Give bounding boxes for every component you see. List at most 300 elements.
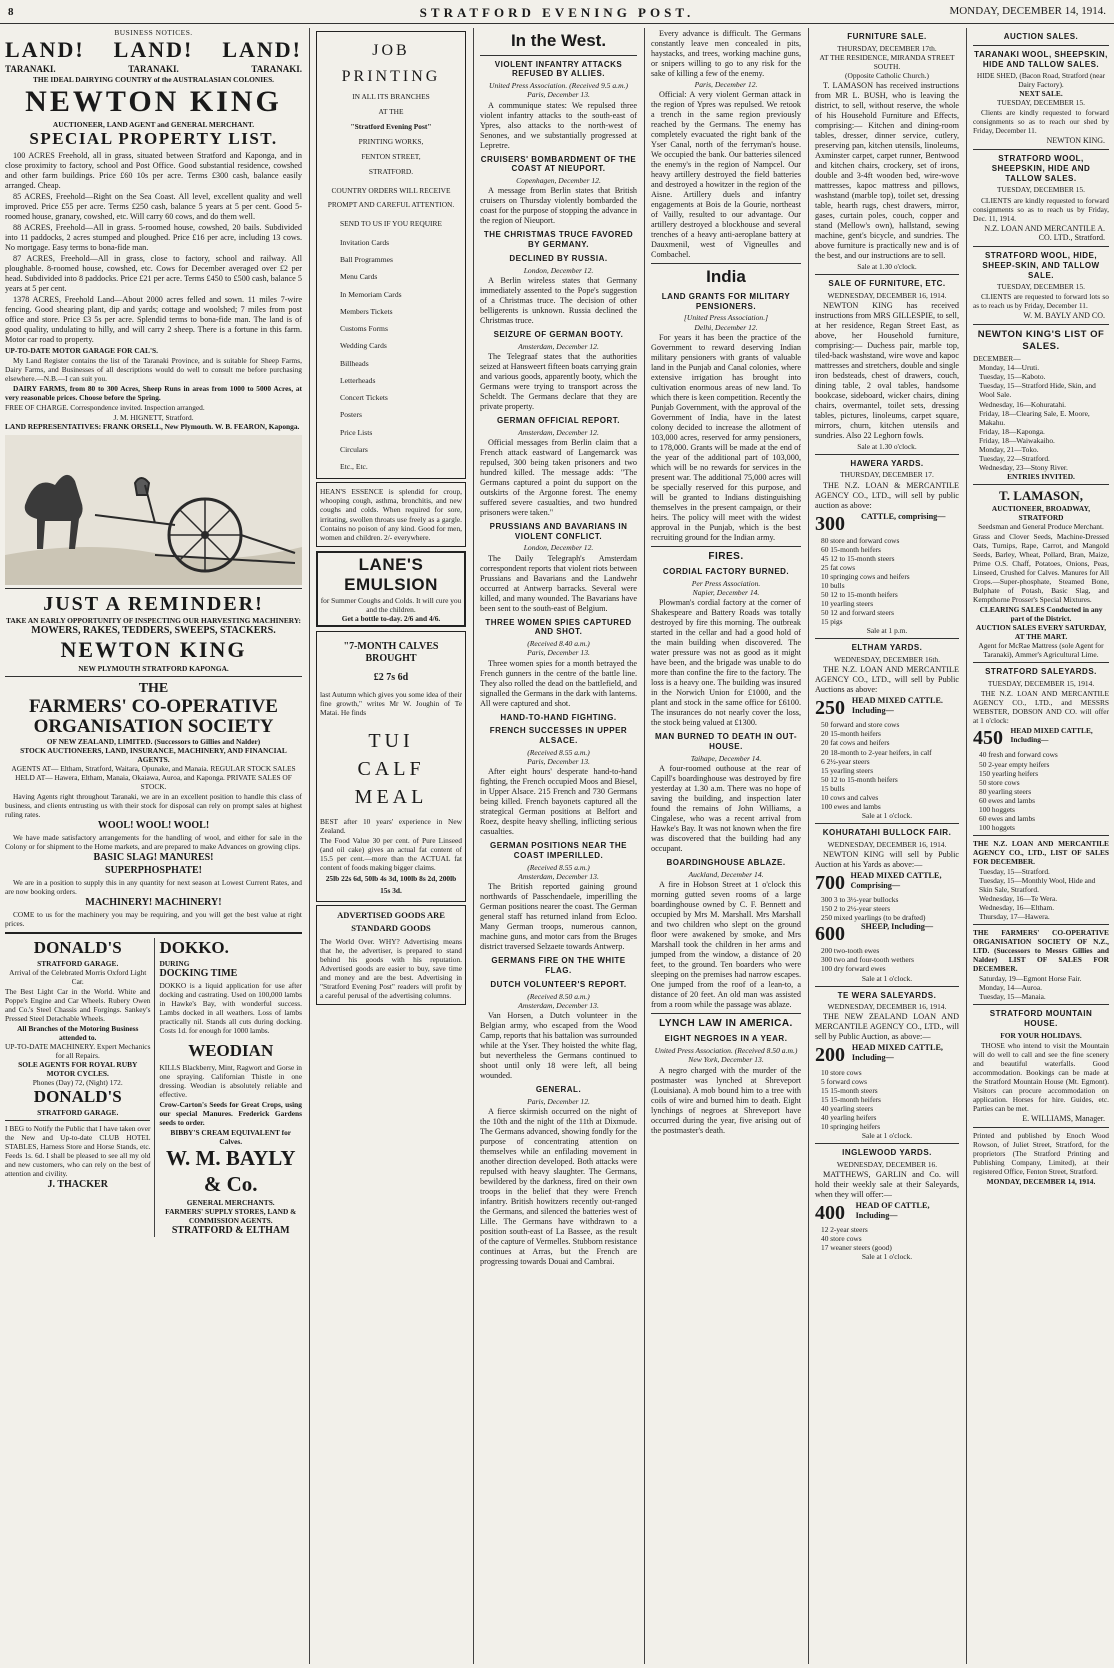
lamason-agent: Agent for McRae Mattress (sole Agent for Taranaki), Ammer's Agricultural Lime. xyxy=(978,641,1104,660)
signature: NEWTON KING. xyxy=(1046,136,1105,146)
sale-date: TUESDAY, DECEMBER 15. xyxy=(997,282,1085,292)
property-listing: 87 ACRES, Freehold—All in grass, close to factory, school and railway. All ploughable. 8-roomed house, cowshed, etc. Cows for December averaged over £2 per head. Subdivided into 8 paddocks. Price £21 per acre. Terms £450 to £500 cash, balance 5 years at 5 per cent. xyxy=(5,254,302,294)
lot-count xyxy=(815,922,959,946)
dateline: United Press Association. (Received 9.5 a.m.) xyxy=(489,81,628,91)
article-body: A communique states: We repulsed three violent infantry attacks to the south-east of Ypres, also attacks to the north-west of Senones, and we substantially progressed at Lepretre. xyxy=(480,100,637,150)
mountain-body: THOSE who intend to visit the Mountain will do well to call and see the fine scenery and beautiful waterfalls. Good accommodation. Bookings can be made at the Stratford Mountain House (Mt. Egmont). Visitors can procure accommodation on application. Horses for hire. Guides, etc. Parties can be met. xyxy=(973,1040,1109,1114)
lamason-title: T. LAMASON, xyxy=(999,487,1083,503)
newton-king-towns: NEW PLYMOUTH STRATFORD KAPONGA. xyxy=(78,663,229,673)
machinery-heading: MACHINERY! MACHINERY! xyxy=(85,896,222,908)
dateline: Amsterdam, December 13. xyxy=(518,872,599,882)
sale-body: THE N.Z. LOAN & MERCANTILE AGENCY CO., LTD., will sell by public auction as above: xyxy=(815,480,959,510)
calves-heading: "7-MONTH CALVES BROUGHT xyxy=(343,641,439,665)
list-item: Friday, 18—Clearing Sale, E. Moore, Makahu. xyxy=(979,408,1090,427)
article-headline: VIOLENT INFANTRY ATTACKS REFUSED BY ALLIES. xyxy=(494,59,623,79)
list-item: In Memoriam Cards xyxy=(340,289,402,299)
lamason-body: Grass and Clover Seeds, Machine-Dressed Oats, Turnips, Rape, Carrot, and Mangold Seeds, Barley, Wheat, Pollard, Bran, Maize, Prime O.S. Chaff, Potatoes, Onions, Peas, Linseed, Crushed for Calves. Manures for All Crops.—Super-phosphate, Steamed Bone, Bulphate of Potash, Basic Slag, and Kempthorne Prosser's Special Mixtures. xyxy=(973,531,1109,604)
article-headline: GERMANS FIRE ON THE WHITE FLAG. xyxy=(491,956,626,976)
sale-heading: FURNITURE SALE. xyxy=(847,32,927,41)
wool-body: We have made satisfactory arrangements for the handling of wool, and either for sale in the Colony or for shipment to the Home markets, and are prepared to make Advances on growing clips. xyxy=(5,833,302,852)
sale-heading: SALE OF FURNITURE, ETC. xyxy=(828,278,946,288)
lot-count xyxy=(815,1043,959,1067)
article-headline: GERMAN OFFICIAL REPORT. xyxy=(497,415,620,425)
article-body: For years it has been the practice of the Government to reward deserving Indian military pensioners with grants of valuable land in the Punjab and Canal colonies, where extensive irrigation has brought into cultivation enormous areas of new land. To which there is keen competition. Recently the Punjab Government, with the approval of the Government of India, have in the latest colony decided to increase the allotment of 103,000 acres, reserved for army pensioners, to 178,000. Grants will be made at the end of the year of the additional part of 103,000, which will be no rewards for services in the present war. The additional 75,000 acres will be specially reserved for this purpose, and will be granted to Indians distinguishing themselves in the present campaign, or their heirs. The policy will meet with the widest approval in the Punjab, which is the best recruiting ground for the Indian army. xyxy=(651,332,801,542)
lanes-price: Get a bottle to-day. 2/6 and 4/6. xyxy=(341,614,441,624)
article-headline: THREE WOMEN SPIES CAPTURED AND SHOT. xyxy=(485,617,632,637)
sale-time: Sale at 1 p.m. xyxy=(866,626,908,636)
lot-list xyxy=(815,536,959,626)
list-item: 10 springing heifers xyxy=(821,1121,881,1131)
list-item: Concert Tickets xyxy=(340,393,388,403)
list-item: Ball Programmes xyxy=(340,255,393,265)
dateline: (Received 8.40 a.m.) xyxy=(527,639,590,649)
lamason-sub-2: Seedsman and General Produce Merchant. xyxy=(978,521,1104,531)
list-item: 10 springing cows and heifers xyxy=(821,572,910,582)
article-body: A Berlin wireless states that Germany immediately assented to the Pope's suggestion of a Christmas truce. The decision of other belligerents is unknown. Russia declined the Christmas truce. xyxy=(480,275,637,325)
lamason-sub: AUCTIONEER, BROADWAY, STRATFORD xyxy=(991,503,1091,522)
list-item: 10 bulls xyxy=(821,581,845,591)
article-body: A message from Berlin states that British cruisers on Thursday violently bombarded the coast for the purpose of stopping the advance in the region of Nieuport. xyxy=(480,186,637,226)
article-headline: CORDIAL FACTORY BURNED. xyxy=(662,567,790,577)
list-item: Etc., Etc. xyxy=(340,462,368,472)
section-label: BUSINESS NOTICES. xyxy=(114,28,193,37)
column-india-fires xyxy=(646,28,806,1664)
imprint-date: MONDAY, DECEMBER 14, 1914. xyxy=(986,1176,1096,1186)
list-item: 20 15-month heifers xyxy=(821,729,881,739)
property-listing: 88 ACRES, Freehold—All in grass. 5-roomed house, cowshed, 20 bails. Subdivided into 11 paddocks, 2 acres stumped and ploughed. Price £16 per acre, including 13 cows. No mortgage. Easy terms to bona-fide man. xyxy=(5,223,302,253)
list-item: Thursday, 17—Hawera. xyxy=(979,912,1050,921)
sale-date: WEDNESDAY, DECEMBER 16. xyxy=(836,1159,938,1169)
lot-number: 450 xyxy=(973,727,1003,750)
stratford-town: STRATFORD. xyxy=(368,167,414,177)
dateline: United Press Association. (Received 8.50 a.m.) xyxy=(654,1046,798,1056)
lot-list xyxy=(815,895,959,922)
lot-list xyxy=(973,750,1109,831)
signature: N.Z. LOAN AND MERCANTILE A. CO. LTD., Stratford. xyxy=(984,223,1105,243)
lot-count xyxy=(815,696,959,720)
signature: E. WILLIAMS, Manager. xyxy=(1022,1114,1105,1124)
dokko-body: DOKKO is a liquid application for use after docking and castrating. Used on 100,000 lambs in Hawke's Bay, with wonderful success. Lambs docked in all weathers. Loss of lambs practically nil. Stands all cuts during docking. Costs 1d. for enough for 1000 lambs. xyxy=(159,981,302,1036)
list-item: Members Tickets xyxy=(340,306,393,316)
list-item: Wednesday, 16—Kohuratahi. xyxy=(979,399,1066,409)
lot-number: 400 xyxy=(815,1201,845,1224)
dateline: Delhi, December 12. xyxy=(694,322,758,332)
dateline: Copenhagen, December 12. xyxy=(516,176,601,186)
article-body: Three women spies for a month betrayed the French gunners in the centre of the battle line. They also rolled the dead on the battlefield, and signalled the Germans in the dark with lanterns. All were captured and shot. xyxy=(480,658,637,708)
tui-word: TUI xyxy=(368,729,414,752)
land-register: My Land Register contains the list of the Taranaki Province, and is suitable for Sheep Farms, Dairy Farms, and Businesses of all descriptions would do well to consult me before purchasing elsewhere.—N.B.—I can suit you. xyxy=(5,356,302,384)
property-listing: 100 ACRES Freehold, all in grass, situated between Stratford and Kaponga, and in close proximity to factory, school and Post Office. Good substantial residence, cowshed and other farm buildings. Price £60 10s per acre. Terms £300 cash, balance easily arranged. Cheap. xyxy=(5,151,302,191)
farmers-society-sub: OF NEW ZEALAND, LIMITED. (Successors to Gillies and Nalder) xyxy=(46,736,261,746)
mowers-line: MOWERS, RAKES, TEDDERS, SWEEPS, STACKERS. xyxy=(31,624,276,636)
list-item: 10 cows and calves xyxy=(821,792,879,802)
adv-body: The World Over. WHY? Advertising means that he, the advertiser, is prepared to stand behind his goods with his reputation. Advertised goods are easier to buy, save time and money and are the best. Advertising in "Stratford Evening Post" readers will profit by a careful perusal of the advertising columns. xyxy=(320,936,462,1001)
land-banner xyxy=(5,37,302,64)
list-item: 100 ewes and lambs xyxy=(821,801,881,811)
printing-word: PRINTING xyxy=(341,67,441,85)
masthead xyxy=(0,0,1114,24)
lanes-sub: for Summer Coughs and Colds. It will cure you and the children. xyxy=(320,596,462,615)
list-item: 10 store cows xyxy=(821,1067,862,1077)
sale-date: WEDNESDAY, DECEMBER 16, 1914. xyxy=(827,839,947,849)
dateline: Paris, December 12. xyxy=(527,1096,590,1106)
list-item: Tuesday, 15—Monthly Wool, Hide and Skin Sale, Stratford. xyxy=(979,875,1096,894)
article-body: Official messages from Berlin claim that a French attack eastward of Langemarck was repulsed, 300 being taken prisoners and two hundred killed. The message adds: "The Germans captured a point du support on the outskirts of the Argonne forest. The enemy suffered severe casualties, and two hundred prisoners were taken." xyxy=(480,437,637,517)
weodian-body: KILLS Blackberry, Mint, Ragwort and Gorse in one spraying. Californian Thistle in one dressing. Weodian is absolutely reliable and effective. xyxy=(159,1063,302,1100)
job-word: JOB xyxy=(372,42,410,59)
sale-heading: NEWTON KING'S LIST OF SALES. xyxy=(977,329,1105,352)
list-item: 100 hoggets xyxy=(979,804,1015,814)
list-item: 15 15-month steers xyxy=(821,1085,878,1095)
donalds-garage: STRATFORD GARAGE. xyxy=(37,958,119,968)
calves-body: last Autumn which gives you some idea of their fine growth," writes Mr W. Joughin of Te Matai. He finds xyxy=(320,689,462,717)
superphosphate-heading: SUPERPHOSPHATE! xyxy=(104,864,203,876)
farmers-society-title: FARMERS' CO-OPERATIVE ORGANISATION SOCIETY xyxy=(29,696,278,737)
sale-heading: TE WERA SALEYARDS. xyxy=(837,990,937,1000)
list-item: 5 forward cows xyxy=(821,1076,867,1086)
list-item: 100 hoggets xyxy=(979,822,1015,832)
column-rule xyxy=(309,28,310,1664)
printing-list xyxy=(320,234,462,476)
dateline: New York, December 13. xyxy=(688,1055,764,1065)
lot-count xyxy=(815,512,959,536)
dateline: (Received 8.50 a.m.) xyxy=(527,991,590,1001)
list-item: 15 15-month heifers xyxy=(821,1094,881,1104)
list-item: Letterheads xyxy=(340,375,376,385)
signature: W. M. BAYLY AND CO. xyxy=(1023,311,1105,321)
dokko-ad xyxy=(159,938,302,1237)
tui-calf-meal-ad xyxy=(316,631,466,902)
dateline: London, December 12. xyxy=(523,265,594,275)
calf-word: CALF xyxy=(357,757,425,780)
reminder-heading: JUST A REMINDER! xyxy=(43,592,264,615)
superphosphate-body: We are in a position to supply this in any quantity for next season at Lowest Current Rates, and are now booking orders. xyxy=(5,877,302,896)
lot-number: 300 xyxy=(815,512,845,535)
page-number: 8 xyxy=(8,6,14,18)
article-body: A fire in Hobson Street at 1 o'clock this morning gutted seven rooms of a large boardinghouse owned by C. F. Bennett and occupied by Mrs M. Marshall. Mrs Marshall and two children who slept on the ground floor were awakened by smoke, and Mrs Marshall took the children in her arms and jumped from the window, a distance of 20 feet, to the ground. Ten boarders who were sleeping on the premises had narrow escapes. One jumped from the roof of a lean-to, a distance of 20 feet. An old man was assisted from a room while the passage was ablaze. xyxy=(651,880,801,1010)
sale-body: THE N.Z. LOAN AND MERCANTILE AGENCY CO., LTD., and MESSRS WEBSTER, DOBSON AND CO. will offer at 1 o'clock: xyxy=(973,688,1109,726)
lot-count xyxy=(973,726,1109,750)
at-the: AT THE xyxy=(378,107,404,117)
ideal-country: THE IDEAL DAIRYING COUNTRY of the AUSTRALASIAN COLONIES. xyxy=(32,74,275,84)
lot-list xyxy=(815,946,959,973)
lamason-every: AUCTION SALES EVERY SATURDAY, AT THE MART. xyxy=(975,623,1107,642)
list-item: Wednesday, 16—Te Wera. xyxy=(979,893,1058,903)
next-sale: NEXT SALE. xyxy=(1019,89,1063,99)
month-label: DECEMBER— xyxy=(973,354,1021,364)
column-advertisements-left xyxy=(0,28,307,1664)
list-item: Monday, 21—Toko. xyxy=(979,444,1039,454)
article-headline: MAN BURNED TO DEATH IN OUT-HOUSE. xyxy=(654,732,798,752)
crow-seeds: Crow-Carton's Seeds for Great Crops, using our special Manures. Frederick Gardens seeds to order. xyxy=(159,1100,302,1128)
list-item: 250 mixed yearlings (to be drafted) xyxy=(821,912,926,922)
sale-body: THE NEW ZEALAND LOAN AND MERCANTILE AGENCY CO., LTD., will sell by Public Auction, as above:— xyxy=(815,1012,959,1042)
lot-list xyxy=(815,1225,959,1252)
free-of-charge: FREE OF CHARGE. Correspondence invited. Inspection arranged. xyxy=(5,403,205,413)
list-item: Friday, 18—Waiwakaiho. xyxy=(979,435,1055,445)
donalds-phone: Phones (Day) 72, (Night) 172. xyxy=(32,1078,123,1088)
list-item: 50 12 and forward steers xyxy=(821,608,895,618)
sale-heading: KOHURATAHI BULLOCK FAIR. xyxy=(822,827,952,837)
taranaki-word: TARANAKI. xyxy=(251,63,302,74)
sale-body: Clients are kindly requested to forward consignments so as to reach our shed by Friday, December 11. xyxy=(973,108,1109,136)
column-rule xyxy=(966,28,967,1664)
list-item: 20 18-month to 2-year heifers, in calf xyxy=(821,747,932,757)
article-body: The British reported gaining ground northwards of Passchendaele, imperilling the German positions nearer the coast. The German general staff has returned inland from Ecloo. Many German troops, numerous cannon, machine guns, and motor cars from the Bruges district traversed Selzaete towards Antwerp. xyxy=(480,882,637,952)
article-body: The Telegraaf states that the authorities seized at Hansweert fifteen boats carrying grain and various goods, apparently booty, which the Germans were trying to transport across the Scheldt. The Germans declare that they are private property. xyxy=(480,351,637,411)
article-subheadline: DECLINED BY RUSSIA. xyxy=(509,253,608,263)
lanes-title: LANE'S EMULSION xyxy=(344,554,438,595)
wool-heading: WOOL! WOOL! WOOL! xyxy=(97,820,210,832)
hignett-line: J. M. HIGNETT, Stratford. xyxy=(113,413,194,423)
sale-date: TUESDAY, DECEMBER 15, 1914. xyxy=(987,678,1095,688)
list-item: 50 12 to 15-month heifers xyxy=(821,590,898,600)
list-item: Invitation Cards xyxy=(340,237,390,247)
article-body: A four-roomed outhouse at the rear of Capill's boardinghouse was destroyed by fire yesterday at 1.30 a.m. There was no hope of saving the building, and inspection later found the remains of John Williams, a Cingalese, who was a recent arrival from Hawke's Bay. It was not known when the fire was discovered that the building had any occupant. xyxy=(651,764,801,854)
lot-description: HEAD OF CATTLE, Including— xyxy=(855,1200,930,1220)
tui-best: BEST after 10 years' experience in New Zealand. xyxy=(320,816,462,835)
list-item: 40 store cows xyxy=(821,1234,862,1244)
sale-body: NEWTON KING will sell by Public Auction at his Yards as above:— xyxy=(815,849,959,869)
donalds-machinery: UP-TO-DATE MACHINERY. Expert Mechanics for all Repairs. xyxy=(5,1042,151,1061)
special-property-heading: SPECIAL PROPERTY LIST. xyxy=(29,129,278,149)
sale-heading: STRATFORD SALEYARDS. xyxy=(985,667,1097,677)
newton-king-logo-small: NEWTON KING xyxy=(60,637,247,663)
dateline: Napier, December 14. xyxy=(692,588,760,598)
lanes-emulsion-ad xyxy=(316,551,466,628)
lot-count xyxy=(815,1201,959,1225)
article-headline: HAND-TO-HAND FIGHTING. xyxy=(500,712,617,722)
list-item: 200 two-tooth ewes xyxy=(821,946,880,956)
basic-slag-heading: BASIC SLAG! MANURES! xyxy=(93,852,214,864)
sale-place: HIDE SHED, (Bacon Road, Stratford (near Dairy Factory). xyxy=(976,71,1106,90)
lot-description: HEAD MIXED CATTLE. Including— xyxy=(851,696,943,716)
donalds-sole-agents: SOLE AGENTS FOR ROYAL RUBY MOTOR CYCLES. xyxy=(18,1060,138,1079)
article-headline: LAND GRANTS FOR MILITARY PENSIONERS. xyxy=(661,291,791,311)
list-item: 45 12 to 15-month steers xyxy=(821,553,895,563)
sale-date: THURSDAY, DECEMBER 17. xyxy=(840,470,934,480)
list-item: Tuesday, 15—Kaboto. xyxy=(979,372,1046,382)
horse-and-machine-illustration xyxy=(5,435,302,585)
india-heading: India xyxy=(706,267,746,287)
article-subheadline: DUTCH VOLUNTEER'S REPORT. xyxy=(490,979,627,989)
dateline: (Received 8.55 a.m.) xyxy=(527,862,590,872)
lot-description: HEAD MIXED CATTLE, Including— xyxy=(851,1043,943,1063)
lynch-law-heading: LYNCH LAW IN AMERICA. xyxy=(659,1018,793,1030)
list-item: 15 bulls xyxy=(821,783,845,793)
bibby-line: BIBBY'S CREAM EQUIVALENT for Calves. xyxy=(170,1128,292,1147)
sale-time: Sale at 1 o'clock. xyxy=(861,1252,913,1262)
column-war-news xyxy=(475,28,642,1664)
sale-body: NEWTON KING has received instructions from MRS GILLESPIE, to sell, at her residence, Regan Street East, as above, her Household furniture, comprising:— Duchess pair, marble top, tiled-back washstand, wire wove and kapoc mattresses and stretchers, double and single iron bedsteads, chest of drawers, couch, dining table, 2 oval tables, handsome bookcase, sideboard, wicker chairs, dining chairs, overmantel, toilet sets, dressing tables, pictures, linoleums, carpet square, mirrors, churn, kitchen utensils and sundries. Also 22 Leghorn fowls. xyxy=(815,300,959,440)
sale-date: WEDNESDAY, DECEMBER 16th. xyxy=(834,654,940,664)
machinery-body: COME to us for the machinery you may be requiring, and you will get the best value at right prices. xyxy=(5,910,302,929)
list-item: 40 fresh and forward cows xyxy=(979,750,1058,760)
dateline: Per Press Association. xyxy=(691,578,761,588)
lot-list xyxy=(815,1068,959,1131)
list-item: 50 2-year empty heifers xyxy=(979,759,1050,769)
article-headline: PRUSSIANS AND BAVARIANS IN VIOLENT CONFLICT. xyxy=(489,521,628,541)
dokko-during: DURING xyxy=(159,958,190,968)
article-subheadline: FRENCH SUCCESSES IN UPPER ALSACE. xyxy=(489,726,628,746)
list-item: Wednesday, 16—Eltham. xyxy=(979,902,1055,912)
list-item: 50 store cows xyxy=(979,777,1020,787)
dateline: Amsterdam, December 12. xyxy=(518,341,599,351)
article-headline: SEIZURE OF GERMAN BOOTY. xyxy=(493,329,624,339)
sale-heading: STRATFORD WOOL, SHEEPSKIN, HIDE AND TALLOW SALES. xyxy=(991,154,1091,183)
list-item: 60 15-month heifers xyxy=(821,544,881,554)
lamason-clearing: CLEARING SALES Conducted in any part of the District. xyxy=(979,604,1103,624)
sale-time: Sale at 1 o'clock. xyxy=(861,973,913,983)
list-item: 300 3 to 3½-year bullocks xyxy=(821,894,899,904)
list-item: Tuesday, 15—Stratford Hide, Skin, and Wool Sale. xyxy=(979,381,1096,400)
dateline: Auckland, December 14. xyxy=(688,869,764,879)
list-item: Monday, 14—Uruti. xyxy=(979,363,1040,373)
donalds-title-2: DONALD'S xyxy=(33,1087,122,1107)
list-item: 80 store and forward cows xyxy=(821,535,900,545)
tui-body: The Food Value 30 per cent. of Pure Linseed (and oil cake) gives an actual fat content of 15.5 per cent.—more than the ACTUAL fat content of foods making bigger claims. xyxy=(320,835,462,872)
meal-word: MEAL xyxy=(354,785,428,808)
bayly-town: STRATFORD & ELTHAM xyxy=(171,1224,290,1236)
list-item: 50 forward and store cows xyxy=(821,720,900,730)
bayly-stores: FARMERS' SUPPLY STORES, LAND & COMMISSION AGENTS. xyxy=(165,1206,297,1225)
job-printing-ad xyxy=(316,31,466,479)
sale-date: TUESDAY, DECEMBER 15. xyxy=(997,98,1085,108)
column-rule xyxy=(808,28,809,1664)
sale-list xyxy=(973,363,1109,471)
list-item: Wednesday, 23—Stony River. xyxy=(979,462,1068,472)
list-item: 10 yearling steers xyxy=(821,599,874,609)
in-the-west-heading: In the West. xyxy=(510,31,607,50)
bottom-ads-row xyxy=(5,938,302,1237)
sale-time: Sale at 1.30 o'clock. xyxy=(857,441,917,451)
lot-description: HEAD MIXED CATTLE, Comprising— xyxy=(850,870,942,890)
agents-at: AGENTS AT— Eltham, Stratford, Waitara, Opunake, and Manaia. REGULAR STOCK SALES HELD AT— Hawera, Eltham, Manaia, Okaiawa, Auroa, and Kaponga. PRIVATE SALES OF STOCK. xyxy=(11,764,296,792)
sale-time: Sale at 1 o'clock. xyxy=(861,1130,913,1140)
column-rule xyxy=(644,28,645,1664)
lot-count xyxy=(815,871,959,895)
weodian-title: WEODIAN xyxy=(188,1041,274,1061)
list-item: Customs Forms xyxy=(340,324,388,334)
article-headline: BOARDINGHOUSE ABLAZE. xyxy=(666,858,786,868)
sale-date: WEDNESDAY, DECEMBER 16, 1914. xyxy=(827,290,947,300)
agents-body: Having Agents right throughout Taranaki, we are in an excellent position to handle this class of business, and clients entrusting us with their stock for disposal can rely on prompt sales at highest ruling rates. xyxy=(5,792,302,820)
lot-number: 700 xyxy=(815,871,845,894)
column-printing xyxy=(311,28,471,1664)
donalds-garage-2: STRATFORD GARAGE. xyxy=(37,1108,119,1118)
list-item: 17 weaner steers (good) xyxy=(821,1243,892,1253)
land-representatives: LAND REPRESENTATIVES: FRANK ORSELL, New Plymouth. W. B. FEARON, Kaponga. xyxy=(5,422,300,432)
auctioneer-line: AUCTIONEER, LAND AGENT and GENERAL MERCHANT. xyxy=(52,120,255,130)
list-item: 300 two and four-tooth wethers xyxy=(821,955,915,965)
list-item: Monday, 14—Auroa. xyxy=(979,983,1042,993)
sale-body: CLIENTS are requested to forward lots so as to reach us by Friday, December 11. xyxy=(973,292,1109,311)
list-item: Circulars xyxy=(340,444,368,454)
sale-heading: STRATFORD WOOL, HIDE, SHEEP-SKIN, AND TALLOW SALE. xyxy=(982,251,1100,280)
article-body: Plowman's cordial factory at the corner of Shakespeare and Battery Roads was totally destroyed by fire this morning. The outbreak started in the cellar and had a good hold of the main building when discovered. The water pressure was not as good as it might have been, and the brigade was unable to do more than confine the fire to the factory. The loss is a heavy one. The building was insured in the Norwich Union for £1000, and the plant and stock in the same office for £6100. The insurances do not nearly cover the loss, the stock being valued at £1300. xyxy=(651,598,801,728)
lot-number: 200 xyxy=(815,1044,845,1067)
farmers-sales-heading: THE FARMERS' CO-OPERATIVE ORGANISATION SOCIETY OF N.Z., LTD. (Successors to Messrs Gillies and Nalder) LIST OF SALES FOR DECEMBER. xyxy=(973,928,1109,974)
land-word: LAND! xyxy=(5,37,85,63)
taranaki-row xyxy=(5,64,302,75)
advertised-goods-ad xyxy=(316,905,466,1005)
sale-heading: INGLEWOOD YARDS. xyxy=(842,1147,932,1157)
list-item: 15 yearling steers xyxy=(821,765,874,775)
sale-list xyxy=(973,974,1109,1001)
list-item: Posters xyxy=(340,410,362,420)
article-body: The Daily Telegraph's Amsterdam correspondent reports that violent riots between Prussians and Bavarians and the Landwehr occurred at Antwerp barracks. Several were killed, and many wounded. The Bavarians have been sent to the south-east of Belgium. xyxy=(480,553,637,613)
donalds-title: DONALD'S xyxy=(33,938,122,958)
list-item: 60 ewes and lambs xyxy=(979,795,1036,805)
farmers-the: THE xyxy=(138,680,169,696)
article-body: A fierce skirmish occurred on the night of the 10th and the night of the 11th at Dixmude. The Germans advanced, showing fondly for the purpose of concentrating attention on themselves while an enfilading movement in another direction developed. Both attacks were repulsed with heavy slaughter. The Germans, bewildered by the darkness, fired on their own troops in the belief that they were French infantry. British howitzers recently out-ranged the Germans, and silenced the batteries west of Lille. The Germans have withdrawn to a position south-east of La Bassee, as the result of the capture of Vermelles. Stubborn resistance continues at Arras, but the French are progressing towards Douai and Cambrai. xyxy=(480,1107,637,1267)
reminder-sub: TAKE AN EARLY OPPORTUNITY OF INSPECTING OUR HARVESTING MACHINERY: xyxy=(5,615,301,625)
land-word: LAND! xyxy=(222,37,302,63)
sale-heading: ELTHAM YARDS. xyxy=(851,643,923,653)
article-headline: CRUISERS' BOMBARDMENT OF THE COAST AT NIEUPORT. xyxy=(480,154,637,174)
sale-heading: STRATFORD MOUNTAIN HOUSE. xyxy=(989,1009,1093,1029)
nzl-sales-heading: THE N.Z. LOAN AND MERCANTILE AGENCY CO., LTD., LIST OF SALES FOR DECEMBER. xyxy=(973,838,1109,866)
motor-notice: UP-TO-DATE MOTOR GARAGE FOR CAL'S. xyxy=(5,346,158,356)
list-item: Price Lists xyxy=(340,427,373,437)
sale-date: THURSDAY, DECEMBER 17th. xyxy=(837,43,937,53)
dateline: Taihape, December 14. xyxy=(690,753,762,763)
dateline: Paris, December 13. xyxy=(527,90,590,100)
list-item: Saturday, 19—Egmont Horse Fair. xyxy=(979,974,1082,984)
printing-works: PRINTING WORKS, xyxy=(358,137,424,147)
list-item: Tuesday, 15—Stratford. xyxy=(979,866,1050,876)
adv-heading: ADVERTISED GOODS ARE STANDARD GOODS xyxy=(337,909,445,934)
property-listing: 85 ACRES, Freehold—Right on the Sea Coast. All level, excellent quality and well improved. Price £55 per acre. Terms £250 cash, balance 5 years at 5 per cent. Good 5-roomed house, granary, cowshed, etc. Will carry 60 cows, and do them well. xyxy=(5,192,302,222)
dateline: London, December 12. xyxy=(523,543,594,553)
column-rule xyxy=(473,28,474,1664)
mountain-sub: FOR YOUR HOLIDAYS. xyxy=(1000,1030,1082,1040)
sale-heading: TARANAKI WOOL, SHEEPSKIN, HIDE AND TALLOW SALES. xyxy=(974,49,1108,69)
list-item: 12 2-year steers xyxy=(821,1225,868,1235)
list-item: 150 yearling heifers xyxy=(979,768,1039,778)
sale-body: CLIENTS are kindly requested to forward consignments so as to reach us by Friday, Dec. 11, 1914. xyxy=(973,195,1109,223)
list-item: 50 12 to 15-month heifers xyxy=(821,774,898,784)
fenton-street: FENTON STREET, xyxy=(361,152,421,162)
taranaki-word: TARANAKI. xyxy=(5,63,56,74)
list-item: Friday, 18—Kaponga. xyxy=(979,426,1045,436)
sale-place: AT THE RESIDENCE, MIRANDA STREET SOUTH. xyxy=(819,52,955,71)
sale-body: T. LAMASON has received instructions from MR L. BUSH, who is leaving the district, to sell, without reserve, the whole of his Household Furniture and Effects, comprising:— Kitchen and dining-room tables, dresser, dinner service, cutlery, preserving pan, kitchen utensils, linoleums, Axminster carpet, carpet runner, Bentwood and kitchen chairs, crockery, set of irons, double and 3-4ft wooden bed, wire-wove mattresses, kapoc mattress and pillows, washstand (marble top), toilet set, dressing table, hearth rugs, chest drawers, mirror, gases, curtain poles, couch, copper and stand (Mellow's own), hallstand, sewing machine, gent's bicycle, and sundries. The above furniture is practically new and is of the best, and our instructions are to sell. xyxy=(815,80,959,260)
fires-heading: FIRES. xyxy=(708,550,744,562)
article-headline: GERMAN POSITIONS NEAR THE COAST IMPERILLED. xyxy=(490,841,627,861)
heans-essence-ad xyxy=(316,482,466,546)
property-listing: 1378 ACRES, Freehold Land—About 2000 acres felled and sown. 11 miles 7-wire fencing. Good shearing plant, dip and yards; cottage and woolshed; 7 miles from post office and store. Price £3 5s per acre. Splendid terms to bona-fide man. The land is of good quality, undulating to hilly, and will carry 2 sheep. There is a fortune in this farm. Motor car road to property. xyxy=(5,295,302,345)
list-item: 40 yearling heifers xyxy=(821,1112,877,1122)
newspaper-name: "Stratford Evening Post" xyxy=(350,122,432,132)
list-item: Menu Cards xyxy=(340,272,378,282)
article-headline: GENERAL. xyxy=(535,1085,582,1095)
list-item: 100 dry forward ewes xyxy=(821,964,886,974)
printer-imprint: Printed and published by Enoch Wood Rowson, of Juliet Street, Stratford, for the proprietors (The Stratford Printing and Publishing Company, Limited), at their registered Office, Fenton Street, Stratford. xyxy=(973,1130,1109,1176)
lot-description: CATTLE, comprising— xyxy=(861,511,946,521)
newspaper-title: STRATFORD EVENING POST. xyxy=(419,5,695,20)
bayly-title: W. M. BAYLY & Co. xyxy=(165,1146,296,1196)
taranaki-word: TARANAKI. xyxy=(128,63,179,74)
list-item: Billheads xyxy=(340,358,369,368)
entries-invited: ENTRIES INVITED. xyxy=(1007,471,1075,481)
lot-number: 600 xyxy=(815,923,845,946)
heans-body: HEAN'S ESSENCE is splendid for croup, whooping cough, asthma, bronchitis, and new coughs and colds. When required for sore, irritating, swollen throats use freely as a gargle. Contains no poison of any kind. Good for men, women and children. 2/- everywhere. xyxy=(320,487,462,542)
dateline: Paris, December 12. xyxy=(694,80,758,89)
article-body: After eight hours' desperate hand-to-hand fighting, the French occupied Moos and Biesel, in Upper Alsace. 215 French and 730 Germans being killed. French bayonets captured all the strategical German positions at Belfort and Roez, despite heavy shelling, inflicting serious casualties. xyxy=(480,767,637,837)
sale-body: THE N.Z. LOAN AND MERCANTILE AGENCY CO., LTD., will sell by Public Auctions as above: xyxy=(815,665,959,695)
sale-place-note: (Opposite Catholic Church.) xyxy=(845,70,929,80)
